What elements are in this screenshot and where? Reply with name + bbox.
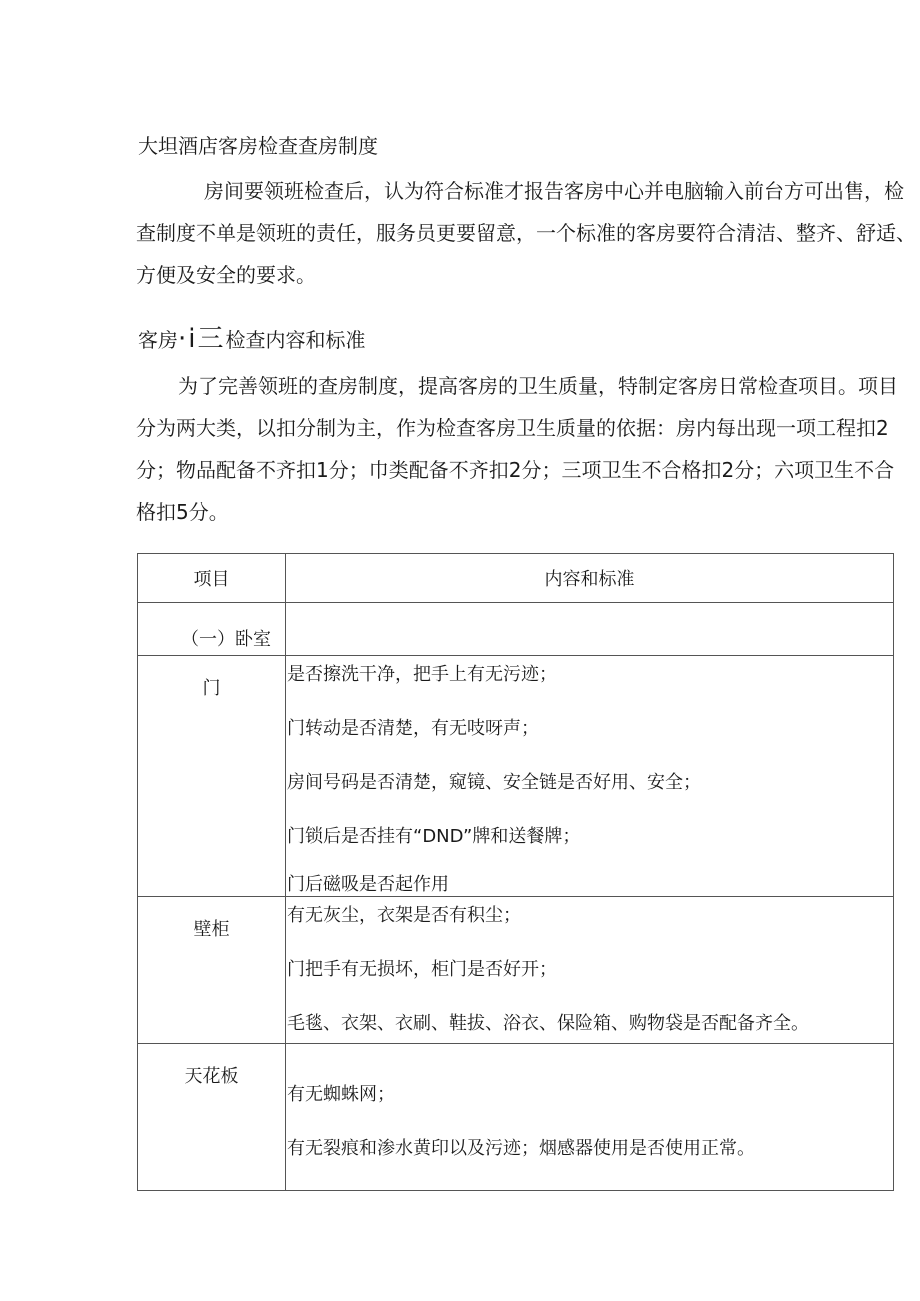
content-line: 门锁后是否挂有“DND”牌和送餐牌；: [287, 826, 581, 847]
item-name: 门: [138, 656, 286, 897]
item-name: 壁柜: [138, 897, 286, 1044]
section-empty-cell: [286, 603, 894, 656]
section-row: [138, 603, 894, 656]
item-content: [286, 1044, 894, 1191]
subtitle-mark: ·i三: [178, 324, 226, 354]
content-lines: [286, 1044, 893, 1190]
rules-line: 分为两大类，以扣分制为主，作为检查客房卫生质量的依据：房内每出现一项工程扣2: [136, 416, 889, 440]
item-content: [286, 656, 894, 897]
rules-line: 为了完善领班的查房制度，提高客房的卫生质量，特制定客房日常检查项目。项目: [178, 374, 898, 398]
subtitle-suffix: 检查内容和标准: [225, 328, 366, 352]
section-label: （一）卧室: [138, 603, 286, 656]
section-subtitle: [138, 318, 366, 355]
content-line: 房间号码是否清楚，窥镜、安全链是否好用、安全；: [287, 772, 701, 793]
document-title: 大坦酒店客房检查查房制度: [138, 134, 378, 158]
content-line: 有无灰尘，衣架是否有积尘；: [287, 905, 521, 926]
content-line: 是否擦洗干净，把手上有无污迹；: [287, 664, 557, 685]
header-content: 内容和标准: [286, 554, 894, 603]
header-item: 项目: [138, 554, 286, 603]
table-row: [138, 656, 894, 897]
rules-line: 格扣5分。: [136, 500, 229, 524]
inspection-table: [137, 553, 894, 1191]
content-line: 门转动是否清楚，有无吱呀声；: [287, 718, 539, 739]
content-line: 有无裂痕和渗水黄印以及污迹；烟感器使用是否使用正常。: [287, 1138, 755, 1159]
intro-paragraph: [136, 170, 916, 296]
intro-line: 方便及安全的要求。: [136, 263, 316, 287]
content-line: 门把手有无损坏，柜门是否好开；: [287, 959, 557, 980]
content-line: 门后磁吸是否起作用: [287, 874, 449, 895]
content-line: 毛毯、衣架、衣刷、鞋拔、浴衣、保险箱、购物袋是否配备齐全。: [287, 1013, 809, 1034]
item-content: [286, 897, 894, 1044]
table-header-row: [138, 554, 894, 603]
intro-line: 房间要领班检查后，认为符合标准才报告客房中心并电脑输入前台方可出售，检: [204, 179, 904, 203]
table-row: [138, 1044, 894, 1191]
content-lines: [286, 897, 893, 1043]
intro-line: 查制度不单是领班的责任，服务员更要留意，一个标准的客房要符合清洁、整齐、舒适、: [136, 221, 916, 245]
subtitle-prefix: 客房: [138, 328, 178, 352]
rules-line: 分；物品配备不齐扣1分；巾类配备不齐扣2分；三项卫生不合格扣2分；六项卫生不合: [136, 458, 895, 482]
content-lines: [286, 656, 893, 896]
content-line: 有无蜘蛛网；: [287, 1084, 395, 1105]
rules-paragraph: [136, 365, 896, 533]
item-name: 天花板: [138, 1044, 286, 1191]
table-row: [138, 897, 894, 1044]
